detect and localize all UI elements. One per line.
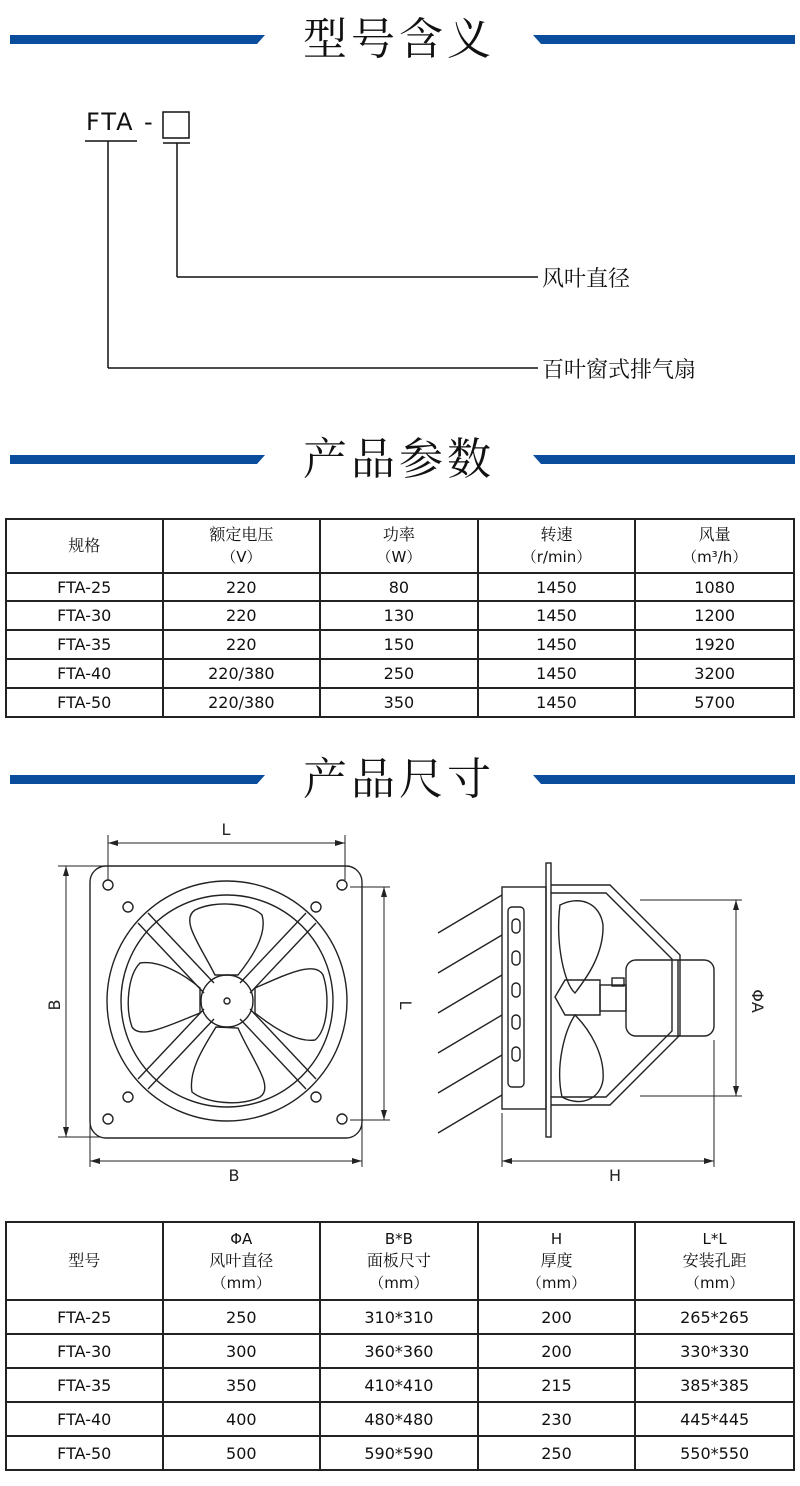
header-cell: ΦA 风叶直径 （mm）: [163, 1222, 321, 1300]
header-bar-left: [10, 775, 265, 784]
table-header-row: [6, 519, 794, 573]
table-cell: 220: [163, 573, 321, 601]
table-cell: 250: [478, 1436, 636, 1470]
table-row: [6, 1334, 794, 1368]
front-outer-height-label: B: [45, 999, 64, 1011]
table-cell: FTA-30: [6, 1334, 163, 1368]
table-row: [6, 573, 794, 601]
table-cell: 215: [478, 1368, 636, 1402]
table-cell: 1450: [478, 659, 636, 688]
dimension-table: [5, 1221, 795, 1471]
table-cell: 200: [478, 1334, 636, 1368]
front-bottom-label: B: [228, 1166, 240, 1185]
table-row: [6, 1300, 794, 1334]
table-cell: 385*385: [635, 1368, 794, 1402]
table-row: [6, 601, 794, 630]
fan-type-label: 百叶窗式排气扇: [542, 358, 697, 383]
table-cell: 250: [320, 659, 478, 688]
table-cell: 230: [478, 1402, 636, 1436]
header-bar-left: [10, 455, 265, 464]
table-cell: 1450: [478, 688, 636, 717]
header-bar-right: [533, 455, 795, 464]
table-cell: 400: [163, 1402, 321, 1436]
table-cell: 220/380: [163, 659, 321, 688]
table-cell: FTA-35: [6, 630, 163, 659]
table-row: [6, 1436, 794, 1470]
section-header-parameters: [0, 420, 800, 500]
table-cell: 1450: [478, 630, 636, 659]
table-cell: FTA-30: [6, 601, 163, 630]
table-cell: 350: [163, 1368, 321, 1402]
header-cell: H 厚度 （mm）: [478, 1222, 636, 1300]
table-row: [6, 630, 794, 659]
table-row: [6, 659, 794, 688]
table-row: [6, 1368, 794, 1402]
table-cell: 330*330: [635, 1334, 794, 1368]
table-cell: 445*445: [635, 1402, 794, 1436]
table-cell: 410*410: [320, 1368, 478, 1402]
header-cell: 风量 （m³/h）: [635, 519, 794, 573]
table-header-row: [6, 1222, 794, 1300]
table-cell: 250: [163, 1300, 321, 1334]
header-bar-right: [533, 775, 795, 784]
model-code-lines: [0, 0, 800, 400]
table-cell: FTA-50: [6, 688, 163, 717]
model-code-prefix: FTA: [86, 108, 135, 136]
table-cell: FTA-40: [6, 659, 163, 688]
table-cell: FTA-25: [6, 573, 163, 601]
table-cell: 3200: [635, 659, 794, 688]
header-cell: B*B 面板尺寸 （mm）: [320, 1222, 478, 1300]
table-cell: 350: [320, 688, 478, 717]
header-cell: 额定电压 （V）: [163, 519, 321, 573]
front-view: [58, 835, 390, 1167]
table-cell: 200: [478, 1300, 636, 1334]
header-cell: 转速 （r/min）: [478, 519, 636, 573]
header-cell: 功率 （W）: [320, 519, 478, 573]
table-cell: 590*590: [320, 1436, 478, 1470]
table-cell: 220: [163, 630, 321, 659]
header-cell: 型号: [6, 1222, 163, 1300]
table-cell: 80: [320, 573, 478, 601]
parameter-table: [5, 518, 795, 718]
table-cell: 1200: [635, 601, 794, 630]
section-header-dimensions: [0, 740, 800, 820]
front-inner-height-label: L: [396, 1000, 415, 1010]
table-cell: 1080: [635, 573, 794, 601]
table-cell: 480*480: [320, 1402, 478, 1436]
header-cell: L*L 安装孔距 （mm）: [635, 1222, 794, 1300]
side-view: [438, 863, 742, 1167]
table-cell: 300: [163, 1334, 321, 1368]
table-cell: FTA-50: [6, 1436, 163, 1470]
table-cell: 550*550: [635, 1436, 794, 1470]
section-title: 产品参数: [303, 434, 495, 485]
blade-diameter-label: 风叶直径: [542, 267, 631, 292]
table-cell: 1450: [478, 573, 636, 601]
table-row: [6, 688, 794, 717]
table-cell: 5700: [635, 688, 794, 717]
header-cell: 规格: [6, 519, 163, 573]
table-cell: 265*265: [635, 1300, 794, 1334]
section-title: 型号含义: [303, 14, 495, 65]
table-cell: 310*310: [320, 1300, 478, 1334]
table-cell: 360*360: [320, 1334, 478, 1368]
model-code-box: [163, 112, 189, 138]
table-cell: FTA-40: [6, 1402, 163, 1436]
table-cell: FTA-25: [6, 1300, 163, 1334]
table-cell: 220/380: [163, 688, 321, 717]
dimension-drawing: [0, 815, 800, 1195]
table-cell: 1920: [635, 630, 794, 659]
table-cell: FTA-35: [6, 1368, 163, 1402]
table-cell: 1450: [478, 601, 636, 630]
table-cell: 500: [163, 1436, 321, 1470]
table-cell: 130: [320, 601, 478, 630]
section-title: 产品尺寸: [303, 754, 495, 805]
side-height-label: ΦA: [748, 989, 767, 1013]
table-row: [6, 1402, 794, 1436]
model-code-dash: -: [144, 108, 155, 136]
table-cell: 150: [320, 630, 478, 659]
front-width-label: L: [221, 820, 231, 839]
side-depth-label: H: [608, 1166, 622, 1185]
table-cell: 220: [163, 601, 321, 630]
